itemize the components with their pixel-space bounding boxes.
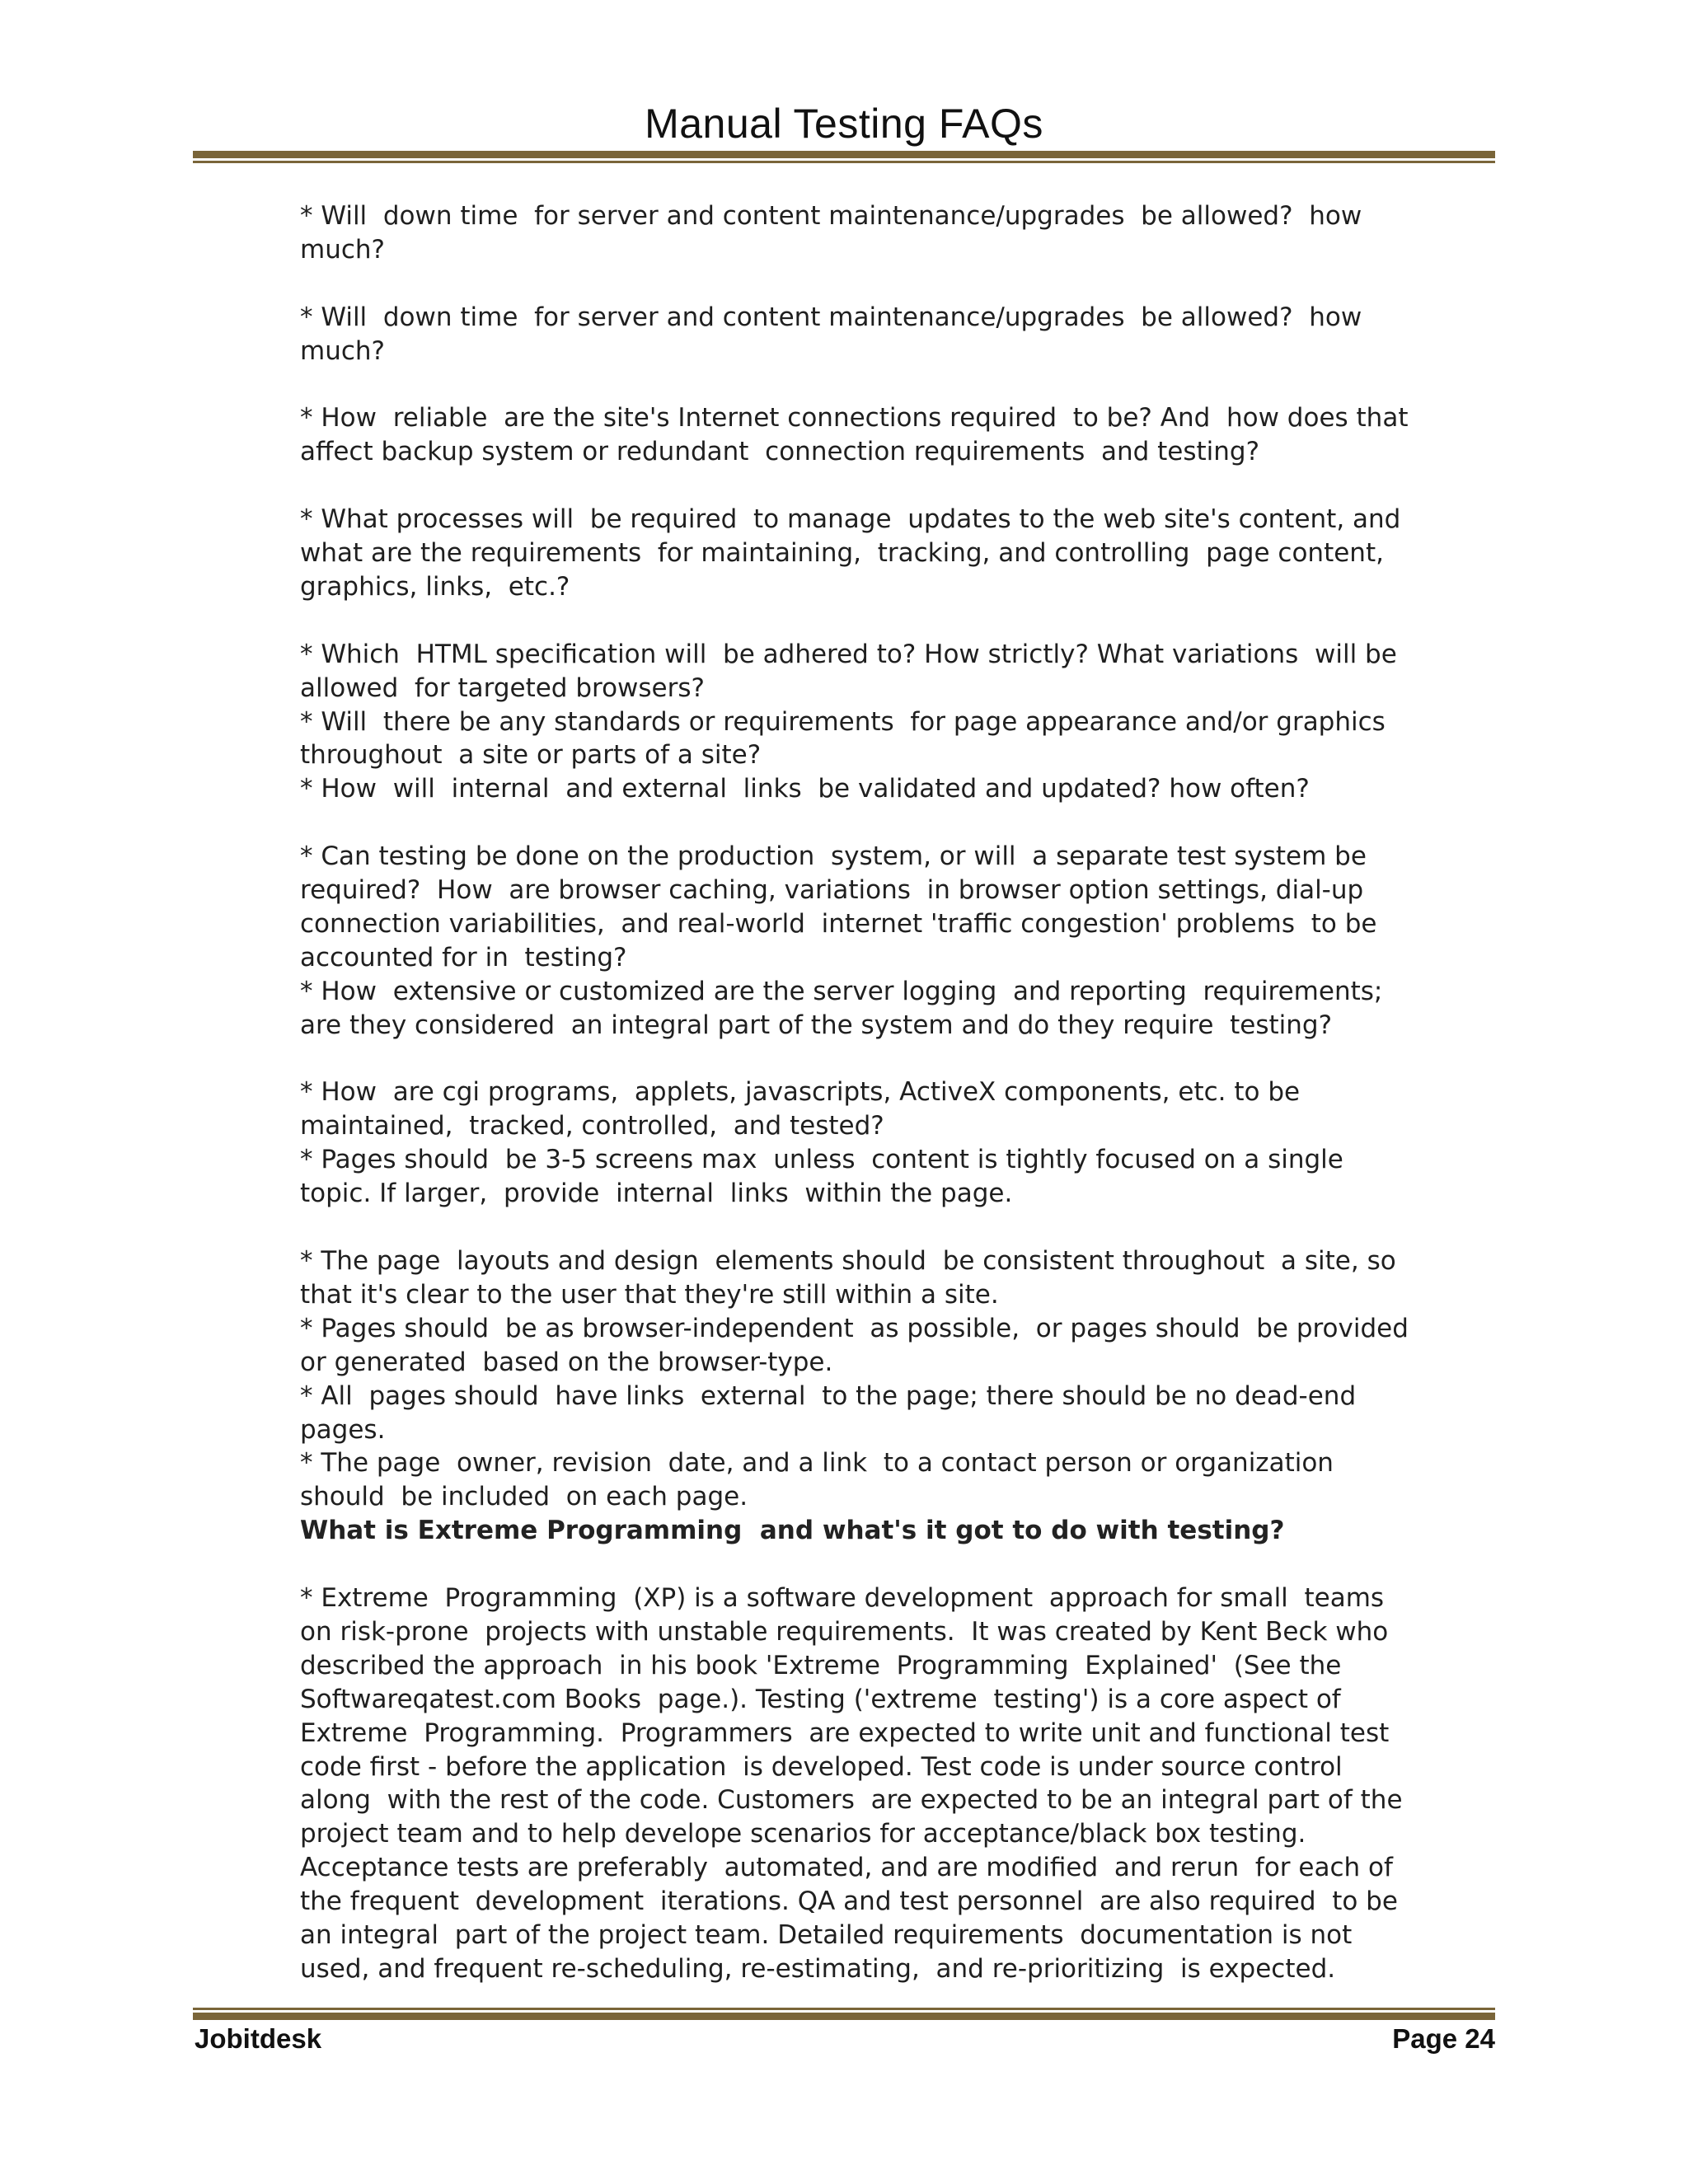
text-line: an integral part of the project team. Detailed requirements documentation is not xyxy=(300,1920,1353,1951)
blank-line xyxy=(300,1548,1503,1582)
text-line: * How will internal and external links be validated and updated? how often? xyxy=(300,774,1310,804)
text-line: * Will down time for server and content maintenance/upgrades be allowed? how xyxy=(300,302,1362,332)
text-line: Acceptance tests are preferably automated, and are modified and rerun for each of xyxy=(300,1853,1393,1883)
text-line: * Extreme Programming (XP) is a software development approach for small teams xyxy=(300,1583,1385,1614)
text-line: * What processes will be required to manage updates to the web site's content, and xyxy=(300,504,1401,535)
section-heading: What is Extreme Programming and what's it got to do with testing? xyxy=(300,1516,1285,1546)
blank-line xyxy=(300,1211,1503,1244)
document-body xyxy=(300,199,1503,1986)
footer-rule xyxy=(193,2005,1495,2020)
text-line: much? xyxy=(300,234,385,265)
blank-line xyxy=(300,267,1503,301)
body-lines-after xyxy=(300,1548,1503,1986)
text-line: * Will there be any standards or requirements for page appearance and/or graphics xyxy=(300,706,1386,737)
text-line: * Will down time for server and content maintenance/upgrades be allowed? how xyxy=(300,201,1362,231)
text-line: on risk-prone projects with unstable requirements. It was created by Kent Beck who xyxy=(300,1616,1389,1647)
footer-rule-thin xyxy=(193,2008,1495,2010)
text-line: required? How are browser caching, variations in browser option settings, dial-up xyxy=(300,875,1364,906)
text-line: throughout a site or parts of a site? xyxy=(300,740,762,771)
text-line: described the approach in his book 'Extreme Programming Explained' (See the xyxy=(300,1650,1342,1680)
text-line: connection variabilities, and real-world internet 'traffic congestion' problems to be xyxy=(300,908,1377,939)
text-line: * Pages should be as browser-independent as possible, or pages should be provided xyxy=(300,1313,1409,1343)
text-line: * How are cgi programs, applets, javascripts, ActiveX components, etc. to be xyxy=(300,1077,1301,1108)
page-number: Page 24 xyxy=(1392,2023,1495,2054)
blank-line xyxy=(300,1043,1503,1076)
text-line: project team and to help develope scenarios for acceptance/black box testing. xyxy=(300,1819,1306,1849)
text-line: * Pages should be 3-5 screens max unless content is tightly focused on a single xyxy=(300,1145,1343,1175)
text-line: * The page layouts and design elements should be consistent throughout a site, so xyxy=(300,1245,1396,1276)
text-line: * How reliable are the site's Internet connections required to be? And how does that xyxy=(300,403,1409,434)
header-rule-thick xyxy=(193,151,1495,158)
text-line: affect backup system or redundant connection requirements and testing? xyxy=(300,437,1260,467)
blank-line xyxy=(300,368,1503,402)
text-line: used, and frequent re-scheduling, re-estimating, and re-prioritizing is expected. xyxy=(300,1954,1336,1984)
text-line: * The page owner, revision date, and a link to a contact person or organization xyxy=(300,1448,1334,1479)
text-line: that it's clear to the user that they're still within a site. xyxy=(300,1279,999,1310)
text-line: the frequent development iterations. QA and test personnel are also required to be xyxy=(300,1886,1398,1917)
text-line: what are the requirements for maintaining, tracking, and controlling page content, xyxy=(300,538,1384,569)
text-line: should be included on each page. xyxy=(300,1482,748,1512)
text-line: maintained, tracked, controlled, and tested? xyxy=(300,1111,884,1141)
body-lines-before xyxy=(300,199,1503,1514)
text-line: much? xyxy=(300,335,385,366)
text-line: pages. xyxy=(300,1414,386,1445)
text-line: accounted for in testing? xyxy=(300,942,627,972)
text-line: Extreme Programming. Programmers are expected to write unit and functional test xyxy=(300,1718,1390,1748)
text-line: * Can testing be done on the production system, or will a separate test system be xyxy=(300,841,1367,872)
header-rule-thin xyxy=(193,161,1495,163)
text-line: * How extensive or customized are the server logging and reporting requirements; xyxy=(300,976,1383,1006)
text-line: Softwareqatest.com Books page.). Testing ('extreme testing') is a core aspect of xyxy=(300,1684,1341,1714)
text-line: topic. If larger, provide internal links within the page. xyxy=(300,1179,1013,1209)
text-line: code first - before the application is developed. Test code is under source control xyxy=(300,1751,1343,1782)
text-line: * All pages should have links external to the page; there should be no dead-end xyxy=(300,1380,1357,1411)
page-title: Manual Testing FAQs xyxy=(645,101,1043,147)
blank-line xyxy=(300,806,1503,840)
text-line: graphics, links, etc.? xyxy=(300,571,570,602)
text-line: allowed for targeted browsers? xyxy=(300,673,705,703)
text-line: * Which HTML specification will be adhered to? How strictly? What variations will be xyxy=(300,639,1397,669)
blank-line xyxy=(300,604,1503,638)
text-line: or generated based on the browser-type. xyxy=(300,1347,833,1377)
header-rule xyxy=(193,151,1495,163)
text-line: along with the rest of the code. Customers are expected to be an integral part of the xyxy=(300,1785,1403,1816)
blank-line xyxy=(300,469,1503,503)
footer-brand: Jobitdesk xyxy=(195,2023,322,2054)
text-line: are they considered an integral part of the system and do they require testing? xyxy=(300,1010,1333,1040)
footer-rule-thick xyxy=(193,2013,1495,2020)
